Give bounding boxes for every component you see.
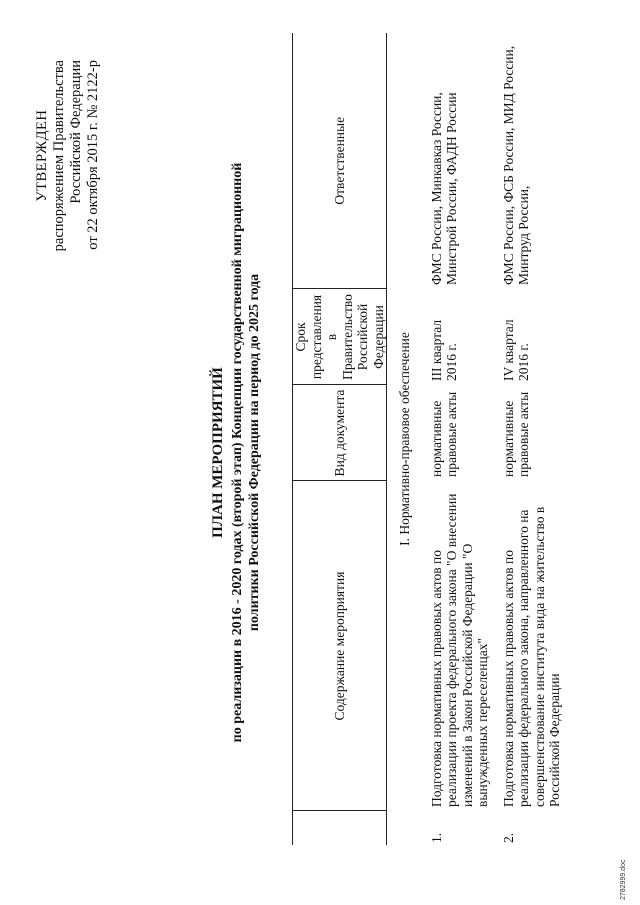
row-deadline: IV квартал 2016 г. bbox=[500, 319, 531, 381]
row-responsible: ФМС России, Минкавказ России, Минстрой России, ФАДН России bbox=[428, 92, 459, 285]
header-responsible: Ответственные bbox=[293, 33, 387, 289]
subtitle-line: политики Российской Федерации на период до 2025 года bbox=[246, 273, 262, 632]
document-subtitle bbox=[230, 30, 263, 875]
section-row bbox=[387, 33, 425, 845]
header-content: Содержание мероприятия bbox=[293, 481, 387, 811]
file-reference: 2782999.doc bbox=[620, 859, 627, 900]
header-deadline: Срок представления в Правительство Российской Федерации bbox=[293, 289, 387, 385]
row-number: 1. bbox=[428, 832, 444, 843]
header-doc-type: Вид документа bbox=[293, 385, 387, 481]
row-doc-type: нормативные правовые акты bbox=[500, 391, 531, 477]
row-content: Подготовка нормативных правовых актов по реализации федерального закона, направленного на совершенствование института вида на жительство в Российской Федерации bbox=[500, 506, 562, 807]
row-responsible: ФМС России, ФСБ России, МИД России, Минтруд России, bbox=[500, 45, 531, 285]
row-deadline: III квартал 2016 г. bbox=[428, 319, 459, 381]
approval-stamp bbox=[34, 60, 102, 251]
row-doc-type: нормативные правовые акты bbox=[428, 391, 459, 477]
document-titles bbox=[210, 30, 263, 875]
approval-date-number: от 22 октября 2015 г. № 2122-р bbox=[85, 60, 101, 250]
table-row bbox=[425, 33, 497, 845]
measures-table bbox=[292, 33, 569, 845]
table-row bbox=[497, 33, 569, 845]
approval-heading: УТВЕРЖДЕН bbox=[34, 109, 50, 202]
row-content: Подготовка нормативных правовых актов по реализации проекта федерального закона "О внесении изменений в Закон Российской Федерации "О вынужденных переселенцах" bbox=[428, 493, 490, 807]
section-title: I. Нормативно-правовое обеспечение bbox=[397, 332, 412, 546]
document-title: ПЛАН МЕРОПРИЯТИЙ bbox=[210, 367, 226, 538]
subtitle-line: по реализации в 2016 - 2020 годах (второй этап) Концепции государственной миграционной bbox=[230, 162, 245, 743]
header-num bbox=[293, 811, 387, 845]
row-number: 2. bbox=[500, 832, 516, 843]
table-header-row bbox=[293, 33, 387, 845]
approval-line: распоряжением Правительства bbox=[51, 60, 67, 252]
approval-line: Российской Федерации bbox=[68, 60, 84, 204]
